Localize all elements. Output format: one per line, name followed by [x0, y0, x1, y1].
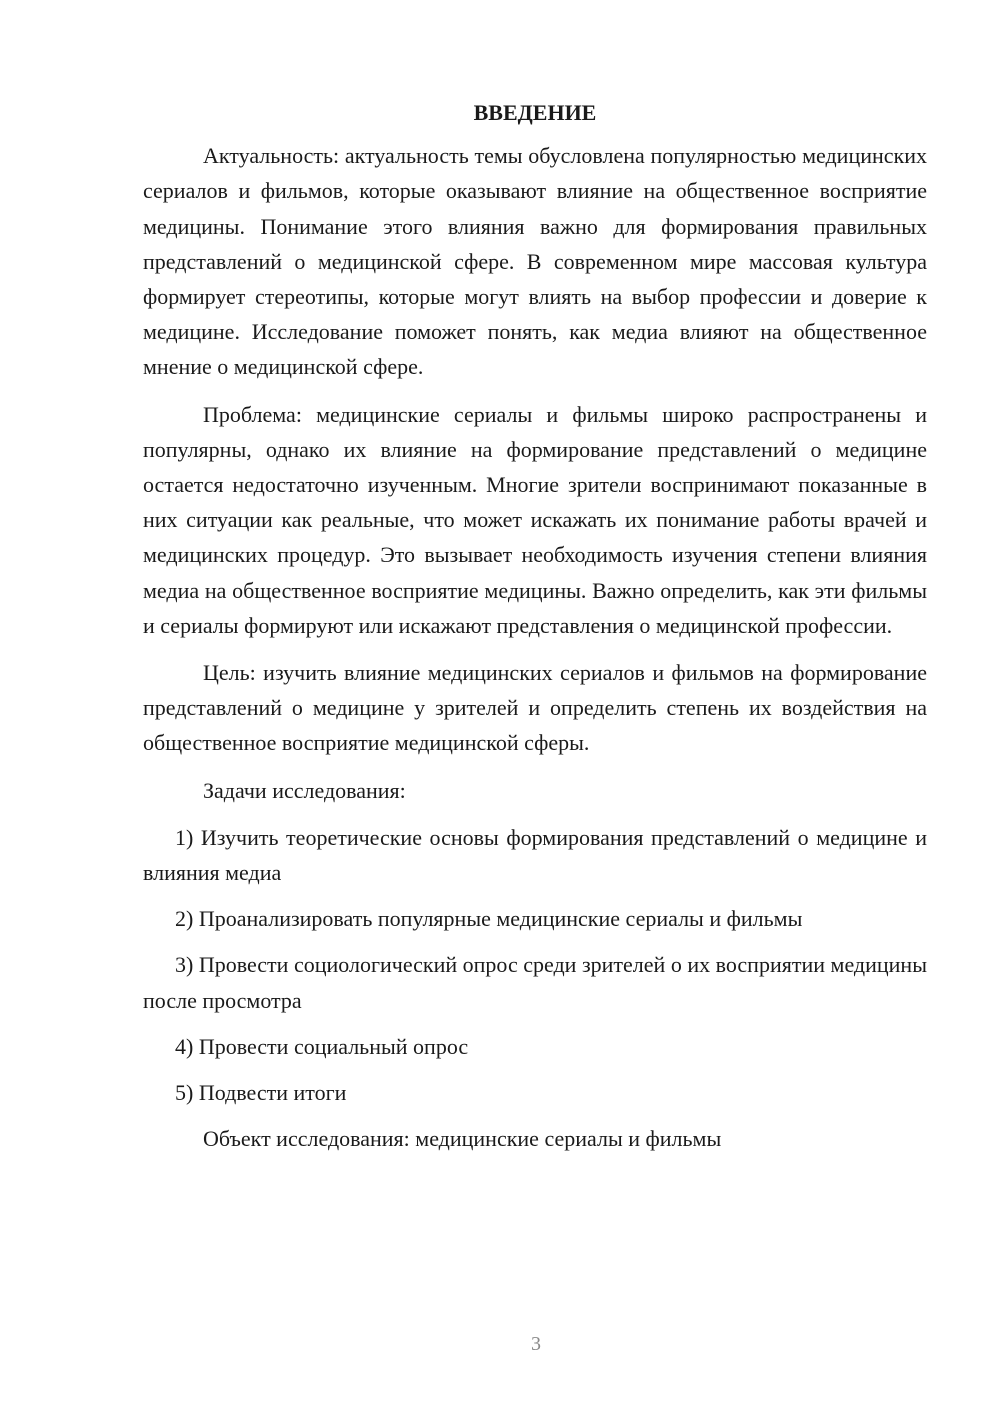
tasks-list — [143, 820, 927, 1110]
task-item: 1) Изучить теоретические основы формирования представлений о медицине и влияния медиа — [143, 824, 927, 886]
problem-paragraph: Проблема: медицинские сериалы и фильмы широко распространены и популярны, однако их влияние на формирование представлений о медицине остается недостаточно изученным. Многие зрители воспринимают показанные в них ситуации как реальные, что может искажать их понимание работы врачей и медицинских процедур. Это вызывает необходимость изучения степени влияния медиа на общественное восприятие медицины. Важно определить, как эти фильмы и сериалы формируют или искажают представления о медицинской профессии. — [143, 401, 927, 638]
task-item: 2) Проанализировать популярные медицинские сериалы и фильмы — [175, 906, 803, 932]
goal-paragraph: Цель: изучить влияние медицинских сериалов и фильмов на формирование представлений о медицине у зрителей и определить степень их воздействия на общественное восприятие медицинской сферы. — [143, 660, 927, 756]
task-item: 4) Провести социальный опрос — [175, 1033, 469, 1059]
relevance-paragraph: Актуальность: актуальность темы обусловлена популярностью медицинских сериалов и фильмов, которые оказывают влияние на общественное восприятие медицины. Понимание этого влияния важно для формирования правильных представлений о медицинской сфере. В современном мире массовая культура формирует стереотипы, которые могут влиять на выбор профессии и доверие к медицине. Исследование поможет понять, как медиа влияют на общественное мнение о медицинской сфере. — [143, 143, 927, 380]
section-heading: ВВЕДЕНИЕ — [473, 100, 597, 125]
object-paragraph: Объект исследования: медицинские сериалы и фильмы — [203, 1126, 722, 1152]
task-item: 3) Провести социологический опрос среди зрителей о их восприятии медицины после просмотра — [143, 952, 927, 1013]
tasks-intro: Задачи исследования: — [203, 777, 406, 803]
task-item: 5) Подвести итоги — [175, 1080, 347, 1106]
page-number: 3 — [531, 1333, 541, 1355]
page-content — [143, 95, 927, 1168]
